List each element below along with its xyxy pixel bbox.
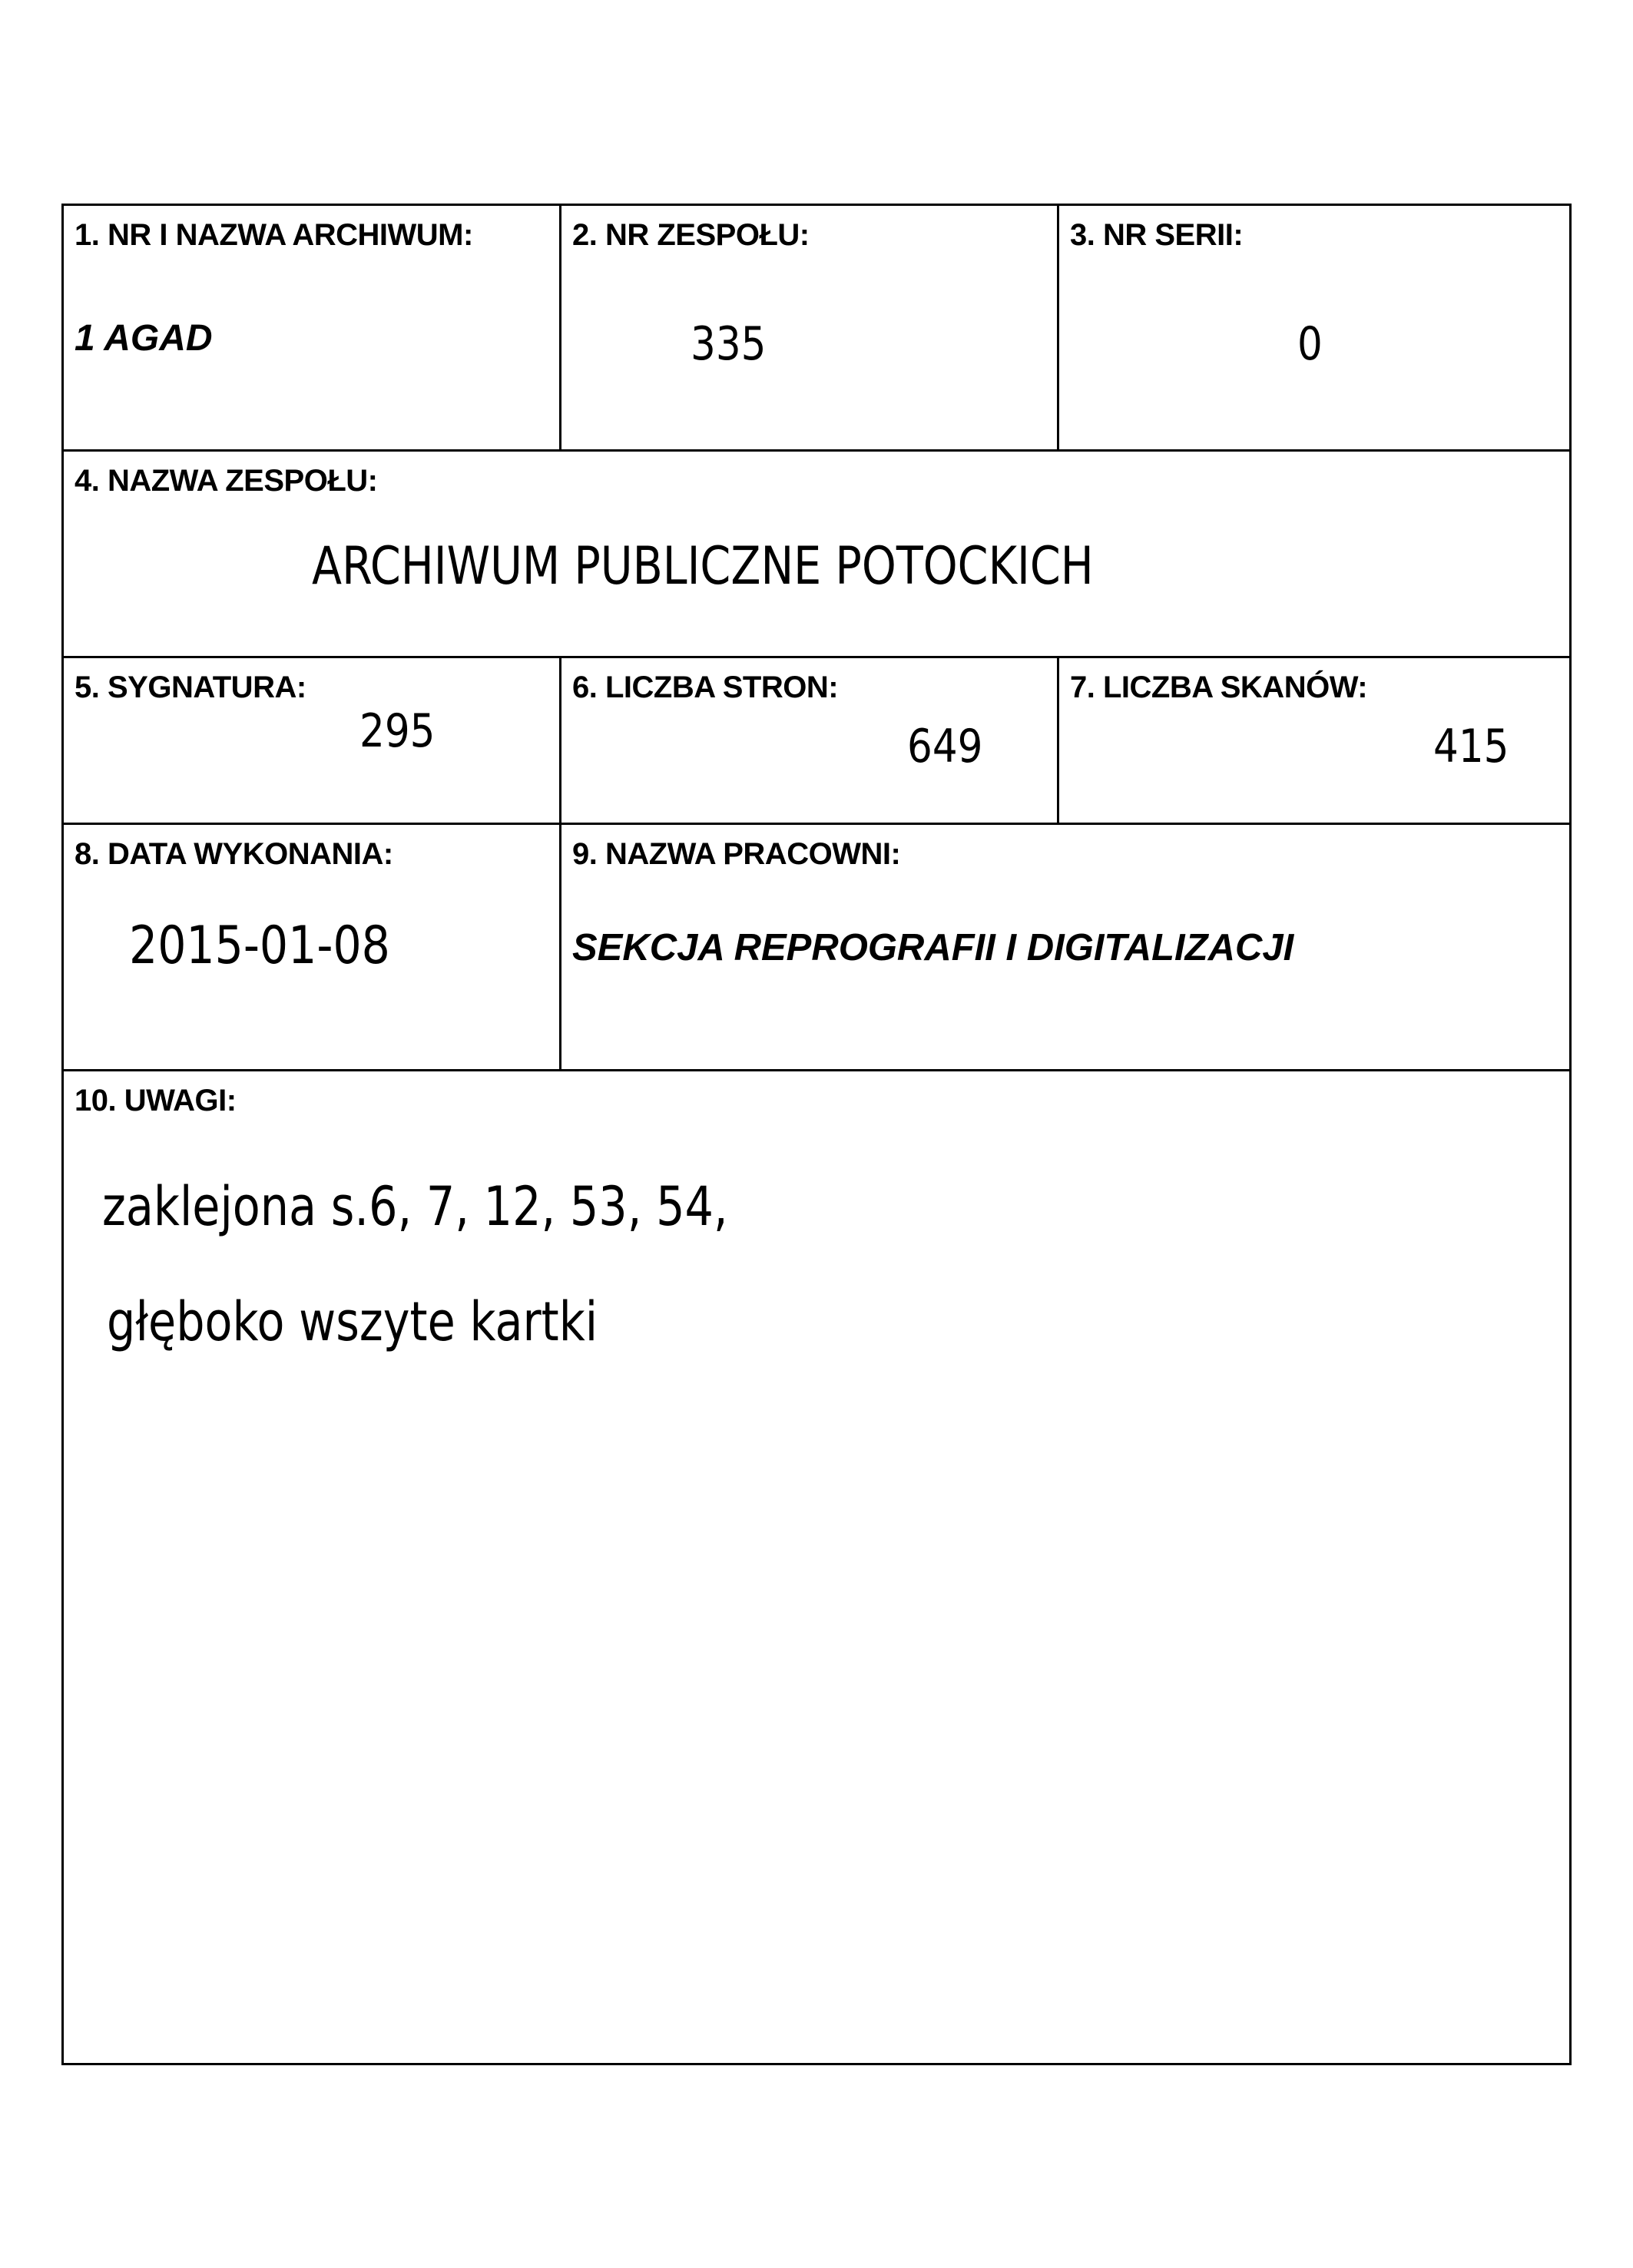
field-value: 0 [1297, 317, 1323, 371]
field-label: 6. LICZBA STRON: [572, 670, 839, 704]
field-label: 8. DATA WYKONANIA: [75, 837, 393, 871]
remarks-line-1: zaklejona s.6, 7, 12, 53, 54, [102, 1175, 728, 1238]
field-label: 4. NAZWA ZESPOŁU: [75, 464, 378, 498]
field-value: SEKCJA REPROGRAFII I DIGITALIZACJI [572, 927, 1294, 968]
field-label: 9. NAZWA PRACOWNI: [572, 837, 901, 871]
field-series-number [1059, 206, 1572, 449]
field-value: 335 [691, 317, 767, 371]
field-page-count [561, 658, 1057, 823]
field-value: 2015-01-08 [129, 915, 390, 976]
field-archive [64, 206, 559, 449]
field-label: 5. SYGNATURA: [75, 670, 306, 704]
field-value: 649 [907, 720, 983, 773]
field-signature [64, 658, 559, 823]
field-value: 1 AGAD [75, 318, 213, 359]
archive-metadata-card [61, 204, 1572, 2065]
field-remarks [64, 1071, 1572, 2065]
remarks-line-2: głęboko wszyte kartki [107, 1290, 598, 1353]
field-label: 7. LICZBA SKANÓW: [1070, 670, 1368, 704]
field-label: 10. UWAGI: [75, 1084, 237, 1117]
field-date [64, 825, 559, 1069]
field-fonds-number [561, 206, 1057, 449]
field-label: 3. NR SERII: [1070, 218, 1244, 252]
field-fonds-name [64, 452, 1572, 656]
field-value: ARCHIWUM PUBLICZNE POTOCKICH [312, 536, 1094, 597]
field-scan-count [1059, 658, 1572, 823]
field-label: 1. NR I NAZWA ARCHIWUM: [75, 218, 473, 252]
field-value: 295 [359, 704, 436, 758]
field-value: 415 [1433, 720, 1509, 773]
field-workshop-name [561, 825, 1572, 1069]
field-label: 2. NR ZESPOŁU: [572, 218, 810, 252]
